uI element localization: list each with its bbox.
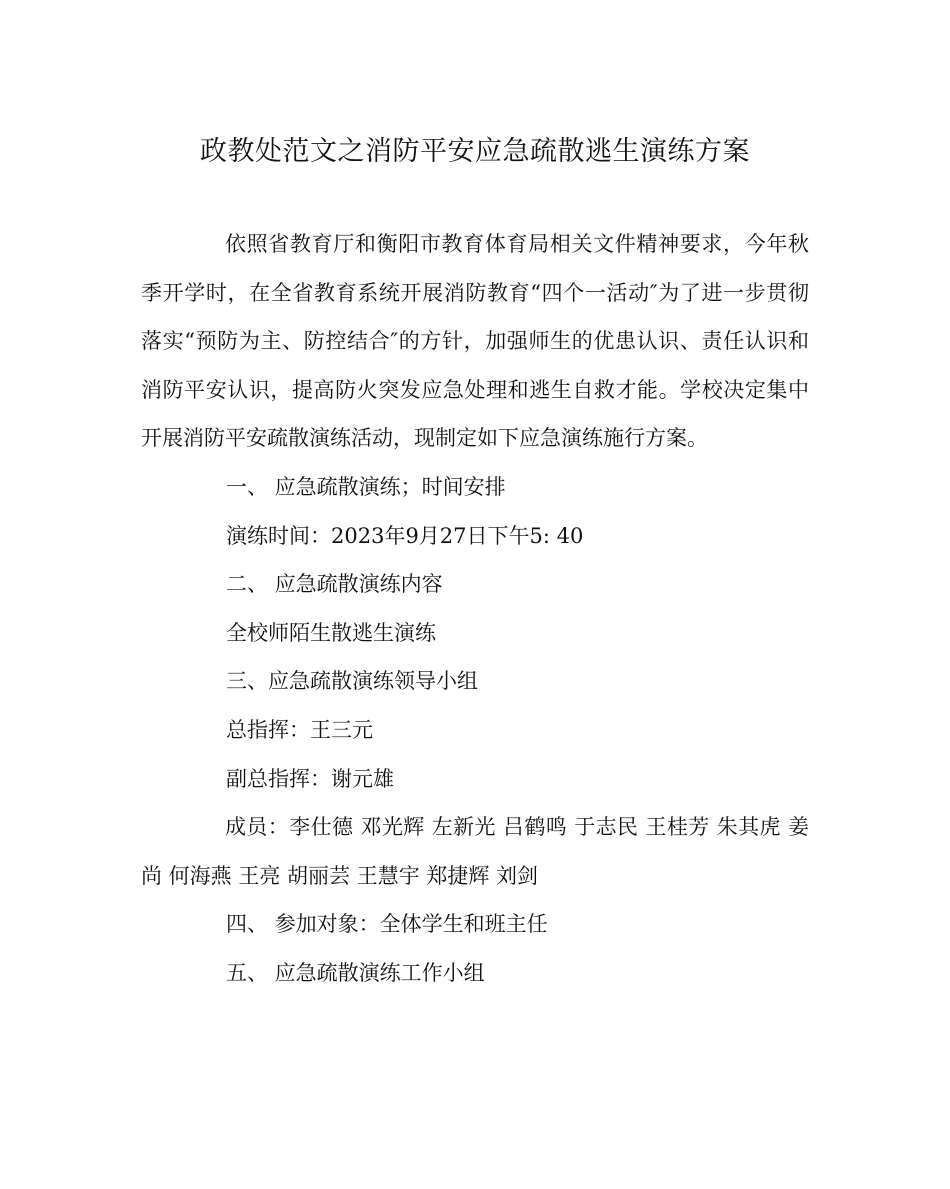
members-list: 成员：李仕德 邓光辉 左新光 吕鹤鸣 于志民 王桂芳 朱其虎 姜尚 何海燕 王亮 胡丽芸 王慧宇 郑捷辉 刘剑 bbox=[141, 815, 809, 888]
deputy-commander: 副总指挥：谢元雄 bbox=[226, 766, 394, 791]
section-5-heading: 五、 应急疏散演练工作小组 bbox=[226, 960, 485, 985]
section-2-heading: 二、 应急疏散演练内容 bbox=[226, 572, 443, 597]
drill-content: 全校师陌生散逃生演练 bbox=[226, 620, 436, 645]
document-body bbox=[141, 220, 809, 998]
section-4-heading: 四、 参加对象：全体学生和班主任 bbox=[226, 912, 548, 937]
commander: 总指挥：王三元 bbox=[226, 717, 373, 742]
section-1-heading: 一、 应急疏散演练；时间安排 bbox=[226, 474, 506, 499]
drill-time: 演练时间：2023年9月27日下午5: 40 bbox=[226, 523, 584, 548]
section-3-heading: 三、应急疏散演练领导小组 bbox=[226, 669, 478, 694]
intro-paragraph: 依照省教育厅和衡阳市教育体育局相关文件精神要求，今年秋季开学时，在全省教育系统开展消防教育“四个一活动″为了进一步贯彻落实“预防为主、防控结合″的方针，加强师生的优患认识、责任认识和消防平安认识，提高防火突发应急处理和逃生自救才能。学校决定集中开展消防平安疏散演练活动，现制定如下应急演练施行方案。 bbox=[141, 232, 809, 451]
document-title: 政教处范文之消防平安应急疏散逃生演练方案 bbox=[200, 136, 750, 167]
